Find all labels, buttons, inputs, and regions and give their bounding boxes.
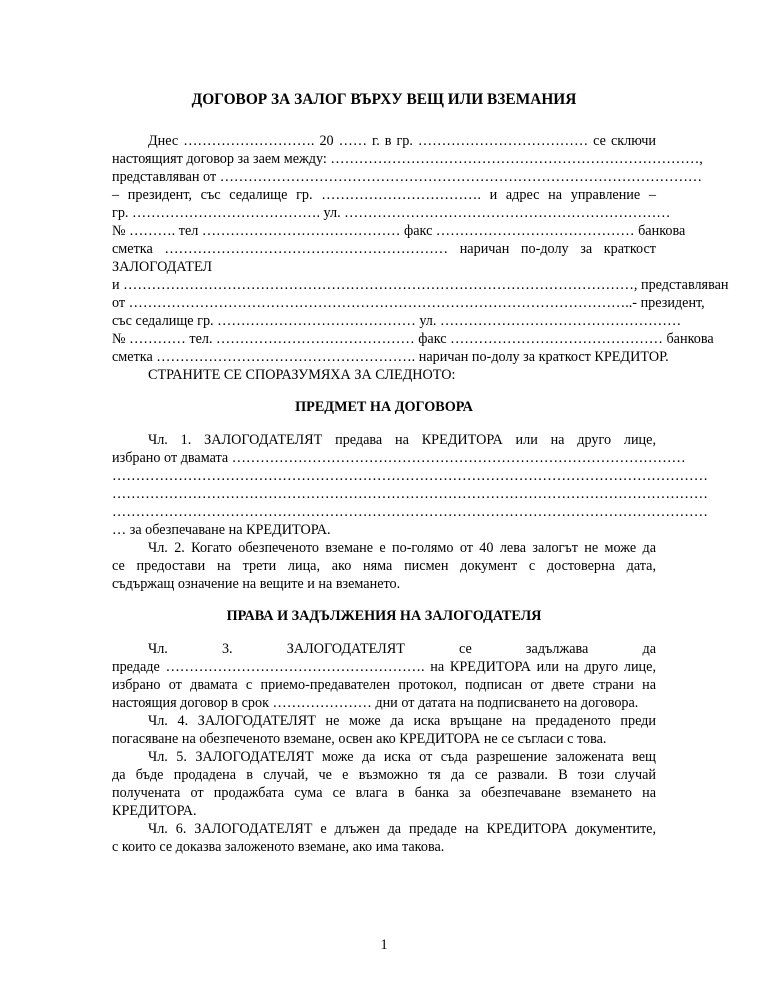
paragraph-line: да бъде продадена в случай, че е възможно тя да се развали. В този случай xyxy=(112,767,656,783)
intro-line: със седалище гр. …………………………………… ул. …………………………………………… xyxy=(112,313,682,329)
paragraph-line: КРЕДИТОРА. xyxy=(112,803,197,819)
paragraph-line: избрано от двамата …………………………………………………………………………………… xyxy=(112,450,686,466)
intro-line: СТРАНИТЕ СЕ СПОРАЗУМЯХА ЗА СЛЕДНОТО: xyxy=(148,367,456,383)
paragraph-line: съдържащ означение на вещите и на вземането. xyxy=(112,576,401,592)
paragraph-line: Чл. 3. ЗАЛОГОДАТЕЛЯТ се задължава да xyxy=(148,641,656,657)
paragraph-line: получената от продажбата сума се влага в банка за обезпечаване вземането на xyxy=(112,785,656,801)
section-heading: ПРЕДМЕТ НА ДОГОВОРА xyxy=(295,399,473,415)
paragraph-line: ……………………………………………………………………………………………………………… xyxy=(112,504,708,520)
paragraph-line: се предостави на трети лица, ако няма писмен документ с достоверна дата, xyxy=(112,558,656,574)
paragraph-line: Чл. 2. Когато обезпеченото вземане е по-голямо от 40 лева залогът не може да xyxy=(148,540,656,556)
paragraph-line: Чл. 5. ЗАЛОГОДАТЕЛЯТ може да иска от съда разрешение заложената вещ xyxy=(148,749,656,765)
intro-line: № ………. тел …………………………………… факс …………………………………… банкова xyxy=(112,223,686,239)
intro-line: сметка ………………………………………………. наричан по-долу за краткост КРЕДИТОР. xyxy=(112,349,669,365)
paragraph-line: … за обезпечаване на КРЕДИТОРА. xyxy=(112,522,331,538)
section-heading: ПРАВА И ЗАДЪЛЖЕНИЯ НА ЗАЛОГОДАТЕЛЯ xyxy=(226,608,542,624)
paragraph-line: ……………………………………………………………………………………………………………… xyxy=(112,468,708,484)
intro-line: от ……………………………………………………………………………………………..- президент, xyxy=(112,295,705,311)
intro-line: ЗАЛОГОДАТЕЛ xyxy=(112,259,213,275)
intro-line: гр. …………………………………. ул. …………………………………………………………… xyxy=(112,205,671,221)
paragraph-line: Чл. 1. ЗАЛОГОДАТЕЛЯТ предава на КРЕДИТОРА или на друго лице, xyxy=(148,432,656,448)
intro-line: и ………………………………………………………………………………………………, представляван xyxy=(112,277,729,293)
intro-line: Днес ………………………. 20 …… г. в гр. ……………………………… се сключи xyxy=(148,133,656,149)
intro-line: № ………… тел. …………………………………… факс ……………………………………… банкова xyxy=(112,331,714,347)
paragraph-line: предаде ………………………………………………. на КРЕДИТОРА или на друго лице, xyxy=(112,659,656,675)
intro-line: представляван от ………………………………………………………………………………………… xyxy=(112,169,703,185)
paragraph-line: настоящия договор в срок ………………… дни от датата на подписването на договора. xyxy=(112,695,639,711)
paragraph-line: Чл. 4. ЗАЛОГОДАТЕЛЯТ не може да иска връщане на предаденото преди xyxy=(148,713,656,729)
page-number: 1 xyxy=(380,937,388,953)
intro-line: настоящият договор за заем между: ……………………………………………………………………, xyxy=(112,151,703,167)
paragraph-line: ……………………………………………………………………………………………………………… xyxy=(112,486,708,502)
paragraph-line: Чл. 6. ЗАЛОГОДАТЕЛЯТ е длъжен да предаде на КРЕДИТОРА документите, xyxy=(148,821,656,837)
paragraph-line: избрано от двамата с приемо-предавателен протокол, подписан от двете страни на xyxy=(112,677,656,693)
intro-line: – президент, със седалище гр. ……………………………. и адрес на управление – xyxy=(112,187,656,203)
paragraph-line: с които се доказва заложеното вземане, ако има такова. xyxy=(112,839,445,855)
document-title: ДОГОВОР ЗА ЗАЛОГ ВЪРХУ ВЕЩ ИЛИ ВЗЕМАНИЯ xyxy=(191,91,577,108)
intro-line: сметка …………………………………………………… наричан по-долу за краткост xyxy=(112,241,656,257)
paragraph-line: погасяване на обезпеченото вземане, освен ако КРЕДИТОРА не се съгласи с това. xyxy=(112,731,607,747)
